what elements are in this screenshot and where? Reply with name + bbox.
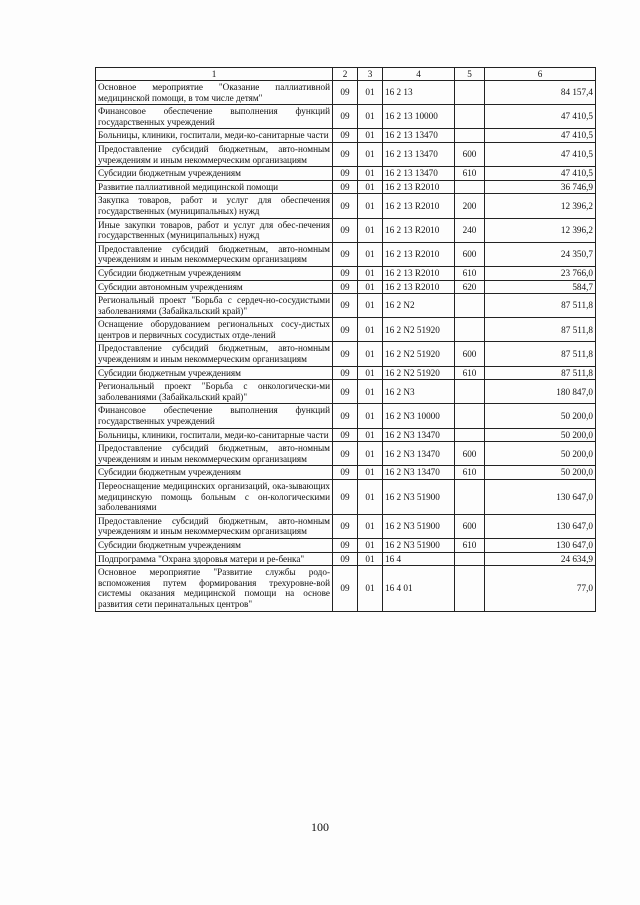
row-target-code: 16 2 N3 13470 bbox=[383, 428, 455, 442]
table-header-row bbox=[96, 68, 596, 81]
row-name: Предоставление субсидий бюджетным, авто-номным учреждениям и иным некоммерческим организациям bbox=[96, 142, 333, 166]
row-subsection: 01 bbox=[358, 266, 383, 280]
row-amount: 50 200,0 bbox=[485, 428, 596, 442]
row-amount: 24 634,9 bbox=[485, 552, 596, 566]
table-row bbox=[96, 194, 596, 218]
row-name: Предоставление субсидий бюджетным, авто-номным учреждениям и иным некоммерческим организациям bbox=[96, 342, 333, 366]
row-subsection: 01 bbox=[358, 180, 383, 194]
row-expense-type bbox=[455, 566, 485, 611]
row-section: 09 bbox=[333, 266, 358, 280]
row-subsection: 01 bbox=[358, 466, 383, 480]
table-row bbox=[96, 180, 596, 194]
row-target-code: 16 2 13 R2010 bbox=[383, 242, 455, 266]
row-section: 09 bbox=[333, 167, 358, 181]
row-target-code: 16 2 N3 13470 bbox=[383, 466, 455, 480]
row-expense-type: 240 bbox=[455, 218, 485, 242]
row-expense-type: 610 bbox=[455, 366, 485, 380]
row-name: Переоснащение медицинских организаций, ока-зывающих медицинскую помощь больным с он-кологическими заболеваниями bbox=[96, 480, 333, 515]
row-target-code: 16 2 N3 13470 bbox=[383, 442, 455, 466]
row-name: Оснащение оборудованием региональных сосу-дистых центров и первичных сосудистых отде-лений bbox=[96, 318, 333, 342]
table-row bbox=[96, 480, 596, 515]
row-subsection: 01 bbox=[358, 194, 383, 218]
row-amount: 584,7 bbox=[485, 280, 596, 294]
table-row bbox=[96, 538, 596, 552]
row-amount: 87 511,8 bbox=[485, 366, 596, 380]
table-row bbox=[96, 380, 596, 404]
row-subsection: 01 bbox=[358, 167, 383, 181]
row-section: 09 bbox=[333, 442, 358, 466]
row-amount: 24 350,7 bbox=[485, 242, 596, 266]
row-section: 09 bbox=[333, 404, 358, 428]
table-row bbox=[96, 318, 596, 342]
row-section: 09 bbox=[333, 318, 358, 342]
row-name: Субсидии бюджетным учреждениям bbox=[96, 266, 333, 280]
table-row bbox=[96, 514, 596, 538]
row-target-code: 16 2 13 13470 bbox=[383, 142, 455, 166]
row-expense-type: 600 bbox=[455, 514, 485, 538]
column-header-subsection: 3 bbox=[358, 68, 383, 81]
row-expense-type: 610 bbox=[455, 466, 485, 480]
row-section: 09 bbox=[333, 480, 358, 515]
row-amount: 87 511,8 bbox=[485, 342, 596, 366]
row-subsection: 01 bbox=[358, 404, 383, 428]
table-row bbox=[96, 442, 596, 466]
table-body bbox=[96, 81, 596, 612]
row-section: 09 bbox=[333, 538, 358, 552]
row-name: Развитие паллиативной медицинской помощи bbox=[96, 180, 333, 194]
row-expense-type bbox=[455, 552, 485, 566]
row-target-code: 16 4 01 bbox=[383, 566, 455, 611]
column-header-name: 1 bbox=[96, 68, 333, 81]
row-target-code: 16 2 N2 51920 bbox=[383, 366, 455, 380]
row-amount: 130 647,0 bbox=[485, 514, 596, 538]
row-section: 09 bbox=[333, 514, 358, 538]
row-expense-type bbox=[455, 318, 485, 342]
row-name: Основное мероприятие "Развитие службы родо-вспоможения путем формирования трехуровне-вой системы оказания медицинской помощи на основе развития сети перинатальных центров" bbox=[96, 566, 333, 611]
table-row bbox=[96, 366, 596, 380]
row-section: 09 bbox=[333, 280, 358, 294]
row-amount: 47 410,5 bbox=[485, 167, 596, 181]
table-row bbox=[96, 466, 596, 480]
row-amount: 47 410,5 bbox=[485, 142, 596, 166]
row-target-code: 16 4 bbox=[383, 552, 455, 566]
row-section: 09 bbox=[333, 129, 358, 143]
row-name: Закупка товаров, работ и услуг для обеспечения государственных (муниципальных) нужд bbox=[96, 194, 333, 218]
table-row bbox=[96, 142, 596, 166]
row-expense-type bbox=[455, 294, 485, 318]
row-section: 09 bbox=[333, 294, 358, 318]
row-amount: 47 410,5 bbox=[485, 105, 596, 129]
row-expense-type bbox=[455, 404, 485, 428]
row-subsection: 01 bbox=[358, 218, 383, 242]
column-header-expense-type: 5 bbox=[455, 68, 485, 81]
column-header-target-code: 4 bbox=[383, 68, 455, 81]
row-section: 09 bbox=[333, 380, 358, 404]
row-expense-type bbox=[455, 105, 485, 129]
row-subsection: 01 bbox=[358, 428, 383, 442]
row-name: Больницы, клиники, госпитали, меди-ко-санитарные части bbox=[96, 428, 333, 442]
row-target-code: 16 2 13 13470 bbox=[383, 167, 455, 181]
row-name: Финансовое обеспечение выполнения функций государственных учреждений bbox=[96, 404, 333, 428]
table-row bbox=[96, 342, 596, 366]
row-amount: 36 746,9 bbox=[485, 180, 596, 194]
row-expense-type: 600 bbox=[455, 342, 485, 366]
row-expense-type: 600 bbox=[455, 442, 485, 466]
row-target-code: 16 2 13 R2010 bbox=[383, 194, 455, 218]
row-subsection: 01 bbox=[358, 280, 383, 294]
row-section: 09 bbox=[333, 105, 358, 129]
row-section: 09 bbox=[333, 566, 358, 611]
row-amount: 84 157,4 bbox=[485, 81, 596, 105]
row-expense-type bbox=[455, 81, 485, 105]
row-amount: 130 647,0 bbox=[485, 480, 596, 515]
column-header-section: 2 bbox=[333, 68, 358, 81]
row-name: Иные закупки товаров, работ и услуг для обес-печения государственных (муниципальных) нужд bbox=[96, 218, 333, 242]
table-row bbox=[96, 218, 596, 242]
row-subsection: 01 bbox=[358, 566, 383, 611]
row-amount: 50 200,0 bbox=[485, 466, 596, 480]
row-name: Региональный проект "Борьба с онкологически-ми заболеваниями (Забайкальский край)" bbox=[96, 380, 333, 404]
row-section: 09 bbox=[333, 81, 358, 105]
row-subsection: 01 bbox=[358, 129, 383, 143]
row-section: 09 bbox=[333, 366, 358, 380]
table-row bbox=[96, 294, 596, 318]
row-target-code: 16 2 13 R2010 bbox=[383, 266, 455, 280]
row-name: Субсидии бюджетным учреждениям bbox=[96, 167, 333, 181]
row-expense-type: 610 bbox=[455, 167, 485, 181]
table-row bbox=[96, 280, 596, 294]
row-section: 09 bbox=[333, 466, 358, 480]
row-section: 09 bbox=[333, 180, 358, 194]
row-name: Финансовое обеспечение выполнения функций государственных учреждений bbox=[96, 105, 333, 129]
row-target-code: 16 2 N2 51920 bbox=[383, 342, 455, 366]
row-amount: 12 396,2 bbox=[485, 218, 596, 242]
row-target-code: 16 2 N3 51900 bbox=[383, 538, 455, 552]
row-name: Региональный проект "Борьба с сердеч-но-сосудистыми заболеваниями (Забайкальский край)" bbox=[96, 294, 333, 318]
row-name: Предоставление субсидий бюджетным, авто-номным учреждениям и иным некоммерческим организациям bbox=[96, 442, 333, 466]
row-subsection: 01 bbox=[358, 81, 383, 105]
row-subsection: 01 bbox=[358, 294, 383, 318]
row-name: Больницы, клиники, госпитали, меди-ко-санитарные части bbox=[96, 129, 333, 143]
table-row bbox=[96, 566, 596, 611]
row-target-code: 16 2 N3 51900 bbox=[383, 514, 455, 538]
row-subsection: 01 bbox=[358, 380, 383, 404]
row-target-code: 16 2 13 R2010 bbox=[383, 218, 455, 242]
row-subsection: 01 bbox=[358, 318, 383, 342]
row-amount: 50 200,0 bbox=[485, 404, 596, 428]
row-target-code: 16 2 N2 51920 bbox=[383, 318, 455, 342]
budget-table bbox=[95, 67, 596, 612]
row-subsection: 01 bbox=[358, 342, 383, 366]
table-row bbox=[96, 404, 596, 428]
row-section: 09 bbox=[333, 218, 358, 242]
row-expense-type bbox=[455, 129, 485, 143]
row-subsection: 01 bbox=[358, 142, 383, 166]
row-amount: 23 766,0 bbox=[485, 266, 596, 280]
row-section: 09 bbox=[333, 242, 358, 266]
row-target-code: 16 2 13 R2010 bbox=[383, 180, 455, 194]
row-section: 09 bbox=[333, 142, 358, 166]
table-row bbox=[96, 428, 596, 442]
table-row bbox=[96, 167, 596, 181]
row-subsection: 01 bbox=[358, 480, 383, 515]
row-expense-type bbox=[455, 428, 485, 442]
row-subsection: 01 bbox=[358, 105, 383, 129]
table-row bbox=[96, 129, 596, 143]
row-expense-type: 620 bbox=[455, 280, 485, 294]
row-target-code: 16 2 N3 51900 bbox=[383, 480, 455, 515]
row-target-code: 16 2 13 10000 bbox=[383, 105, 455, 129]
row-subsection: 01 bbox=[358, 366, 383, 380]
table-row bbox=[96, 105, 596, 129]
row-target-code: 16 2 13 13470 bbox=[383, 129, 455, 143]
row-name: Субсидии бюджетным учреждениям bbox=[96, 538, 333, 552]
row-expense-type bbox=[455, 380, 485, 404]
page-number: 100 bbox=[311, 820, 329, 834]
row-name: Основное мероприятие "Оказание паллиативной медицинской помощи, в том числе детям" bbox=[96, 81, 333, 105]
row-name: Субсидии автономным учреждениям bbox=[96, 280, 333, 294]
row-expense-type: 610 bbox=[455, 266, 485, 280]
row-subsection: 01 bbox=[358, 538, 383, 552]
row-name: Предоставление субсидий бюджетным, авто-номным учреждениям и иным некоммерческим организациям bbox=[96, 242, 333, 266]
row-expense-type: 200 bbox=[455, 194, 485, 218]
row-section: 09 bbox=[333, 194, 358, 218]
row-target-code: 16 2 13 bbox=[383, 81, 455, 105]
row-expense-type bbox=[455, 180, 485, 194]
row-section: 09 bbox=[333, 428, 358, 442]
row-target-code: 16 2 N3 10000 bbox=[383, 404, 455, 428]
row-subsection: 01 bbox=[358, 242, 383, 266]
row-name: Субсидии бюджетным учреждениям bbox=[96, 466, 333, 480]
table-row bbox=[96, 552, 596, 566]
column-header-amount: 6 bbox=[485, 68, 596, 81]
table-row bbox=[96, 242, 596, 266]
row-expense-type: 600 bbox=[455, 142, 485, 166]
row-expense-type: 610 bbox=[455, 538, 485, 552]
row-amount: 87 511,8 bbox=[485, 318, 596, 342]
row-subsection: 01 bbox=[358, 514, 383, 538]
row-name: Субсидии бюджетным учреждениям bbox=[96, 366, 333, 380]
row-amount: 180 847,0 bbox=[485, 380, 596, 404]
row-expense-type bbox=[455, 480, 485, 515]
row-subsection: 01 bbox=[358, 552, 383, 566]
row-amount: 87 511,8 bbox=[485, 294, 596, 318]
table-row bbox=[96, 266, 596, 280]
table-row bbox=[96, 81, 596, 105]
row-amount: 47 410,5 bbox=[485, 129, 596, 143]
row-amount: 12 396,2 bbox=[485, 194, 596, 218]
row-amount: 77,0 bbox=[485, 566, 596, 611]
row-subsection: 01 bbox=[358, 442, 383, 466]
row-section: 09 bbox=[333, 342, 358, 366]
row-target-code: 16 2 N2 bbox=[383, 294, 455, 318]
row-target-code: 16 2 13 R2010 bbox=[383, 280, 455, 294]
row-name: Предоставление субсидий бюджетным, авто-номным учреждениям и иным некоммерческим организациям bbox=[96, 514, 333, 538]
row-amount: 50 200,0 bbox=[485, 442, 596, 466]
row-expense-type: 600 bbox=[455, 242, 485, 266]
row-name: Подпрограмма "Охрана здоровья матери и ре-бенка" bbox=[96, 552, 333, 566]
row-target-code: 16 2 N3 bbox=[383, 380, 455, 404]
row-section: 09 bbox=[333, 552, 358, 566]
row-amount: 130 647,0 bbox=[485, 538, 596, 552]
